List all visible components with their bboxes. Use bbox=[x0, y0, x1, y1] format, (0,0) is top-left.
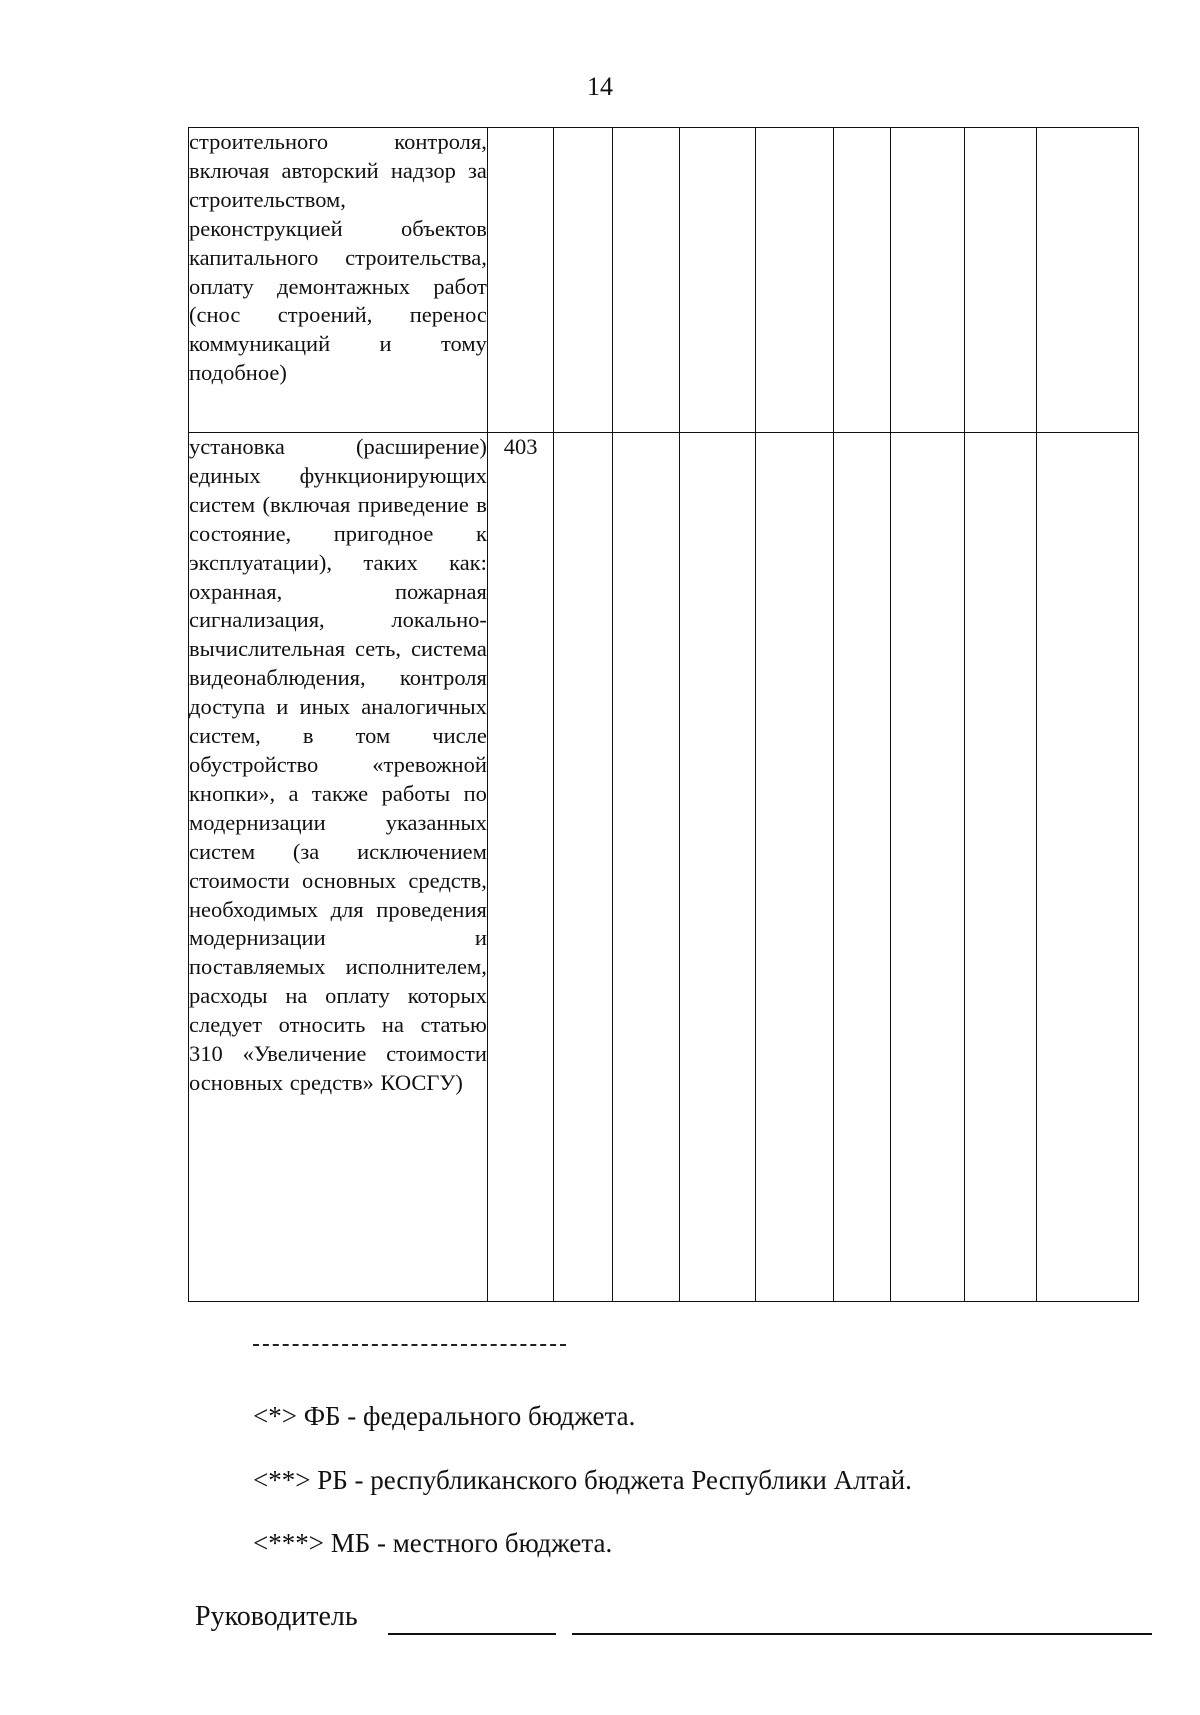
budget-table bbox=[188, 127, 1139, 1302]
footnote-separator bbox=[253, 1344, 566, 1346]
signature-line bbox=[388, 1633, 556, 1635]
footnote-federal-budget: <*> ФБ - федерального бюджета. bbox=[253, 1401, 636, 1431]
empty-cell bbox=[834, 128, 891, 433]
table-row bbox=[189, 433, 1139, 1302]
empty-cell bbox=[612, 433, 679, 1302]
page-number: 14 bbox=[587, 72, 613, 101]
empty-cell bbox=[755, 128, 833, 433]
footnote-republic-budget: <**> РБ - республиканского бюджета Республики Алтай. bbox=[253, 1465, 912, 1495]
empty-cell bbox=[1037, 433, 1139, 1302]
row-description: строительного контроля, включая авторский надзор за строительством, реконструкцией объектов капитального строительства, оплату демонтажных работ (снос строений, перенос коммуникаций и тому подобное) bbox=[189, 128, 488, 433]
signature-label: Руководитель bbox=[195, 1601, 358, 1632]
row-code bbox=[487, 128, 553, 433]
empty-cell bbox=[964, 128, 1036, 433]
row-description: установка (расширение) единых функционирующих систем (включая приведение в состояние, пригодное к эксплуатации), таких как: охранная, пожарная сигнализация, локально-вычислительная сеть, система видеонаблюдения, контроля доступа и иных аналогичных систем, в том числе обустройство «тревожной кнопки», а также работы по модернизации указанных систем (за исключением стоимости основных средств, необходимых для проведения модернизации и поставляемых исполнителем, расходы на оплату которых следует относить на статью 310 «Увеличение стоимости основных средств» КОСГУ) bbox=[189, 433, 488, 1302]
table-row bbox=[189, 128, 1139, 433]
empty-cell bbox=[612, 128, 679, 433]
empty-cell bbox=[554, 128, 612, 433]
empty-cell bbox=[1037, 128, 1139, 433]
empty-cell bbox=[891, 433, 964, 1302]
empty-cell bbox=[680, 128, 755, 433]
empty-cell bbox=[891, 128, 964, 433]
empty-cell bbox=[834, 433, 891, 1302]
empty-cell bbox=[680, 433, 755, 1302]
empty-cell bbox=[964, 433, 1036, 1302]
empty-cell bbox=[755, 433, 833, 1302]
name-line bbox=[572, 1633, 1152, 1635]
footnote-local-budget: <***> МБ - местного бюджета. bbox=[253, 1528, 613, 1558]
empty-cell bbox=[554, 433, 612, 1302]
row-code: 403 bbox=[487, 433, 553, 1302]
